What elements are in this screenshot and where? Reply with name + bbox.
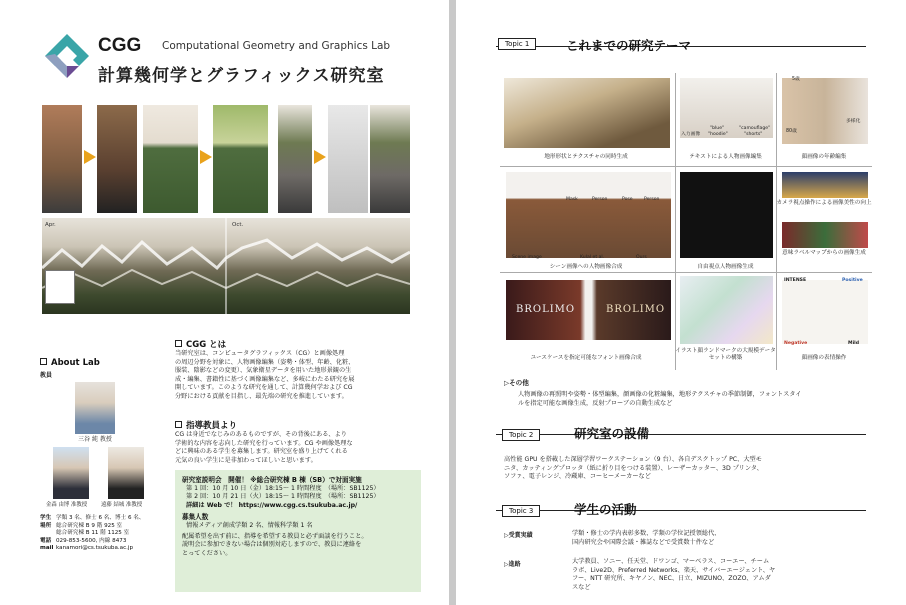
photo-person-3: [143, 105, 198, 213]
other-heading: ▷その他: [504, 379, 529, 387]
cgg-logo-icon: [43, 32, 91, 80]
text-line: ラボ、Live2D、Preferred Networks、楽天、サイバーエージェント、ヤ: [572, 566, 776, 574]
topic2-rule: [496, 434, 866, 435]
label-shorts: "shorts": [744, 132, 763, 137]
font-sample-right: BROLIMO: [606, 304, 666, 315]
label-camouflage: "camouflage": [739, 126, 771, 131]
label-blue: "blue": [710, 126, 725, 131]
text-line: CG は身近でなじみのあるものですが、その背後にある、より: [175, 431, 347, 438]
text-line: 学類・修士の学内表彰多数、学類の学位記授領総代、: [572, 530, 721, 537]
faculty-label: 教員: [40, 372, 53, 379]
label-person-2: Person: [644, 197, 660, 202]
label-intense: INTENSE: [784, 278, 807, 283]
info-row: [40, 530, 172, 538]
seminar-web-link[interactable]: 詳細は Web で！ https://www.cgg.cs.tsukuba.ac.jp/: [186, 501, 358, 509]
assoc-name-1: 金森 由博 准教授: [46, 502, 88, 508]
info-value: 029-853-5600, 内線 8473: [56, 537, 127, 544]
info-row: [40, 538, 172, 546]
advisor-body: [175, 431, 421, 465]
text-line: ルを指定可能な画像生成，反射プローブの自動生成など: [518, 399, 673, 407]
caption-4: シーン画像への人物画像合成: [549, 264, 623, 270]
label-kulal: Kulal et al.: [580, 255, 605, 260]
info-value: kanamori@cs.tsukuba.ac.jp: [56, 545, 134, 552]
grid-divider: [776, 73, 777, 370]
photo-body-model: [328, 105, 368, 213]
seminar-date-line: 第 2 回：10 月 21 日（火）18:15～ 1 時間程度 （場所：SB1125）: [186, 493, 380, 501]
caption-9: イラスト顔ランドマークの大規模データセットの構築: [675, 348, 776, 361]
text-line: スなど: [572, 583, 591, 591]
recruit-count: 情報メディア創成学類 2 名、情報科学類 1 名: [186, 521, 313, 529]
caption-6: カメラ視点操作による画像美性の向上: [776, 200, 872, 206]
award-label: ▷受賞実績: [504, 532, 533, 539]
text-line: とってください。: [182, 549, 232, 557]
topic1-tag: Topic 1: [498, 38, 536, 50]
info-value: 総合研究棟 B 9 階 925 室: [56, 522, 123, 529]
other-body: [518, 391, 868, 408]
text-line: 国内研究会や国際会議・雑誌などで受賞数十件など: [572, 538, 715, 546]
thumb-semantic-map: [782, 222, 868, 248]
label-age-5: 5歳: [792, 77, 800, 82]
thumb-terrain-gen: [504, 78, 670, 148]
arrow-right-icon: [314, 150, 326, 164]
topic2-tag: Topic 2: [502, 429, 540, 441]
about-info-list: [40, 515, 172, 553]
brand-name: CGG: [98, 35, 142, 56]
info-key: 学生: [40, 515, 52, 521]
info-key: [40, 530, 56, 538]
seminar-title: 研究室説明会 開催！ ※総合研究棟 B 棟（SB）で対面実施: [182, 476, 362, 484]
topic2-title: 研究室の設備: [574, 426, 650, 441]
text-line: 大学教員、ソニー、任天堂、ドワンゴ、マーベラス、コーエー、チーム: [572, 558, 770, 565]
cgg-about-heading: CGG とは: [175, 338, 226, 350]
career-body: [572, 558, 866, 592]
photo-person-5: [278, 105, 312, 213]
label-negative: Negative: [784, 341, 808, 346]
avatar-assoc-2: [108, 447, 144, 499]
terrain-ridges: [42, 218, 410, 314]
label-scene-image: Scene image: [512, 255, 542, 260]
label-age-80: 80歳: [786, 129, 797, 134]
caption-7: 意味ラベルマップからの画像生成: [782, 250, 866, 256]
label-pose: Pose: [622, 197, 633, 202]
label-diversify: 多様化: [846, 119, 861, 124]
text-line: 開しています。このような研究を通して、計算幾何学および CG: [175, 384, 353, 392]
grid-divider: [500, 166, 872, 167]
text-line: どに興味のある学生を募集します。研究室を盛り上げてくれる: [175, 448, 348, 456]
lab-name-en: Computational Geometry and Graphics Lab: [162, 40, 391, 52]
thumb-camera-view: [782, 172, 868, 198]
topic3-tag: Topic 3: [502, 505, 540, 517]
label-hoodie: "hoodie": [708, 132, 728, 137]
photo-person-1: [42, 105, 82, 213]
font-sample-left: BROLIMO: [516, 304, 576, 315]
inset-chart: [45, 270, 75, 304]
grid-divider: [675, 73, 676, 370]
label-input-image: 入力画像: [681, 132, 701, 137]
text-line: 分野における貢献を目指し、最先端の研究を推進しています。: [175, 392, 348, 400]
avatar-professor: [75, 382, 115, 434]
photo-person-4: [213, 105, 268, 213]
photo-person-2: [97, 105, 137, 213]
about-heading: About Lab: [40, 358, 100, 368]
text-line: 配属希望を出す前に、指導を希望する教員と必ず面談を行うこと。: [182, 532, 368, 540]
text-line: フー、NTT 研究所、キヤノン、NEC、日立、MIZUNO、ZOZO、アムダ: [572, 575, 771, 583]
text-line: の周辺分野を対象に、人物画像編集（姿勢・体型、年齢、化粧、: [175, 358, 355, 366]
label-mild: Mild: [848, 341, 860, 346]
advisor-heading: 指導教員より: [175, 419, 237, 431]
topic3-rule: [496, 510, 866, 511]
arrow-right-icon: [84, 150, 96, 164]
label-person: Person: [592, 197, 608, 202]
terrain-image: [42, 218, 410, 314]
arrow-right-icon: [200, 150, 212, 164]
caption-3: 顔画像の年齢編集: [801, 154, 847, 160]
text-line: 成・編集、書籍性に基づく画像編集など、多岐にわたる研究を展: [175, 375, 355, 383]
seminar-box: [175, 470, 421, 592]
text-line: 人物画像の再照明や姿勢・体型編集，顔画像の化粧編集，地形テクスチャの季節制御，フォントスタイ: [518, 391, 802, 398]
info-row: [40, 515, 172, 523]
caption-8: ユースケースを指定可能なフォント画像合成: [530, 355, 642, 361]
info-key: mail: [40, 545, 54, 552]
flyer-page-right: [456, 0, 906, 605]
text-line: 当研究室は、コンピュータグラフィックス（CG）と画像処理: [175, 350, 345, 357]
thumb-illust-landmark: [680, 276, 773, 344]
topic2-body: [504, 456, 866, 482]
flyer-page-left: [0, 0, 449, 605]
caption-5: 自由視点人物画像生成: [697, 264, 754, 270]
thumb-free-view: [680, 172, 773, 258]
label-apr: Apr.: [45, 222, 56, 228]
info-value: 学類 3 名、修士 6 名、博士 6 名、: [56, 515, 145, 521]
info-value: 総合研究棟 B 11 階 1125 室: [56, 530, 130, 537]
info-row: [40, 545, 172, 553]
seminar-note: [182, 533, 414, 559]
grid-divider: [500, 272, 872, 273]
text-line: 元気の良い学生に是非加わってほしいと思います。: [175, 456, 317, 464]
career-label: ▷進路: [504, 561, 521, 568]
text-line: 説明会に参加できない場合は個別対応しますので、教員に連絡を: [182, 541, 362, 549]
label-positive: Positive: [842, 278, 863, 283]
seminar-dates: [182, 485, 414, 502]
recruit-title: 募集人数: [182, 513, 209, 522]
text-line: ニタ、カッティングプロッタ（紙に折り目をつける装置）、レーザーカッター、3D プリンタ、: [504, 464, 763, 472]
label-ours: Ours: [636, 255, 647, 260]
avatar-assoc-1: [53, 447, 89, 499]
text-line: 服装、陰影などの変更）、気象衛星データを用いた地形景観の生: [175, 367, 352, 375]
info-key: 電話: [40, 537, 52, 544]
label-oct: Oct.: [232, 222, 244, 228]
caption-1: 地形形状とテクスチャの同時生成: [544, 154, 628, 160]
text-line: 学術的な内容を志向した研究を行っています。CG や画像処理な: [175, 439, 353, 447]
thumb-scene-composite: [506, 172, 671, 258]
thumb-expression: [782, 280, 868, 344]
cgg-about-body: [175, 350, 421, 402]
assoc-name-2: 遠藤 結城 准教授: [101, 502, 143, 508]
award-body: [572, 530, 866, 547]
info-key: 場所: [40, 522, 52, 529]
label-mask: Mask: [566, 197, 578, 202]
seminar-date-line: 第 1 回：10 月 10 日（金）18:15～ 1 時間程度 （場所：SB1125）: [186, 484, 380, 492]
text-line: ソファ、電子レンジ、冷蔵庫、コーヒーメーカーなど: [504, 473, 651, 481]
lab-name-ja: 計算幾何学とグラフィックス研究室: [98, 66, 385, 86]
topic1-title: これまでの研究テーマ: [566, 38, 692, 53]
photo-person-6: [370, 105, 410, 213]
text-line: 高性能 GPU を搭載した深層学習ワークステーション（9 台）、各自デスクトップ PC、大型モ: [504, 456, 762, 463]
topic3-title: 学生の活動: [574, 502, 637, 517]
caption-2: テキストによる人物画像編集: [689, 154, 762, 160]
caption-10: 顔画像の表情操作: [801, 355, 847, 361]
professor-name: 三谷 純 教授: [78, 436, 112, 443]
